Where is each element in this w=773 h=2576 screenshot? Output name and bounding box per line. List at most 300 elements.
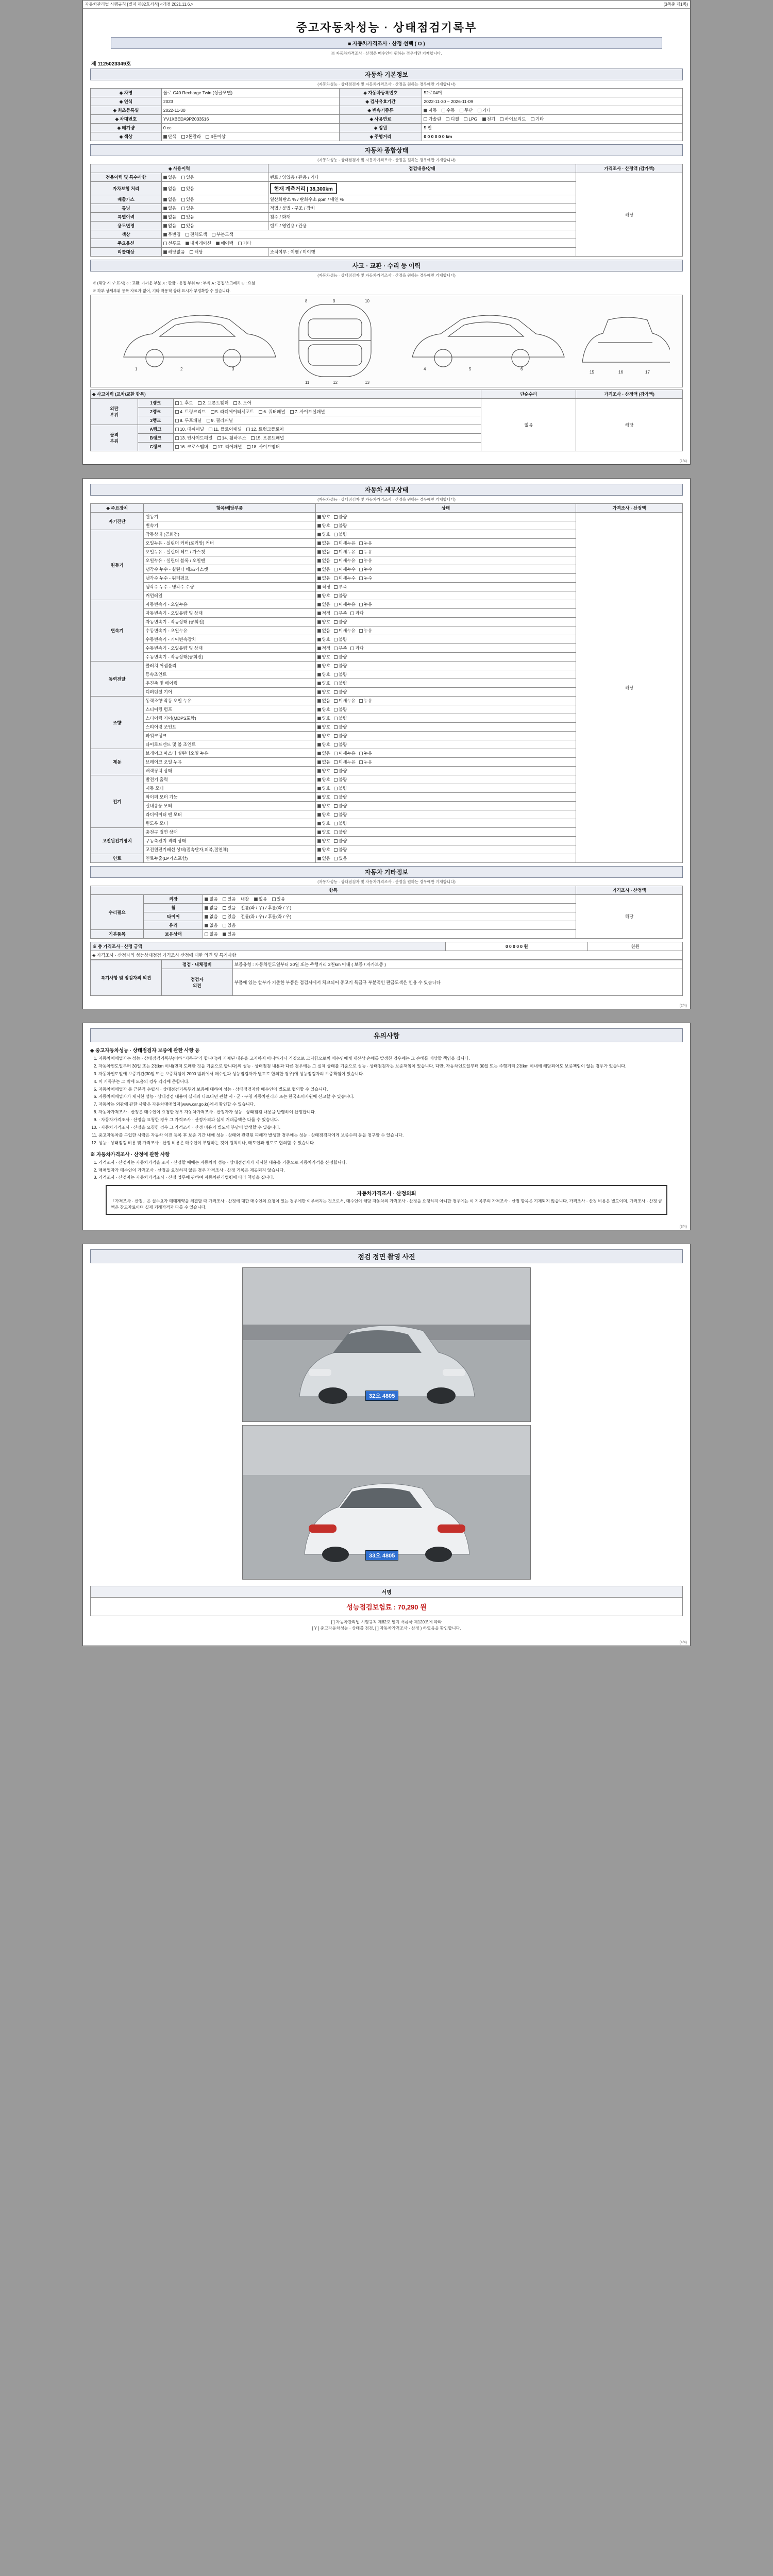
detail-item-label: 발전기 출력 — [144, 775, 315, 784]
basic-label-1: ◈ 연식 — [91, 97, 162, 106]
detail-opt-양호[interactable]: 양호 — [317, 619, 330, 625]
option-sunroof[interactable]: 선루프 — [163, 240, 181, 246]
parts-rank-2: 2랭크 — [138, 408, 173, 416]
detail-opt-미세누유[interactable]: 미세누유 — [334, 628, 356, 634]
svg-text:6: 6 — [520, 367, 523, 371]
form-legal-ref: 자동차관리법 시행규칙 [별지 제82호서식] <개정 2021.11.6.> — [85, 2, 194, 7]
detail-opt-양호[interactable]: 양호 — [317, 680, 330, 686]
opinion-warranty-note: 보증유형 : 자동차인도일부터 30일 또는 주행거리 2천km 이내 ( 보증 / 자가보증 ) — [232, 960, 682, 969]
front-photo[interactable] — [242, 1267, 531, 1422]
detail-opt-양호[interactable]: 양호 — [317, 733, 330, 739]
detail-col-1: 항목/해당부품 — [144, 504, 315, 513]
detail-opt-미세누수[interactable]: 미세누수 — [334, 575, 356, 581]
detail-opt-미세누유[interactable]: 미세누유 — [334, 601, 356, 607]
detail-opt-과다[interactable]: 과다 — [350, 645, 363, 651]
table-row — [91, 115, 683, 124]
opt-yes-5[interactable]: 있음 — [181, 223, 194, 229]
detail-opt-누유[interactable]: 누유 — [359, 759, 372, 765]
detail-opt-불량[interactable]: 불량 — [334, 514, 347, 520]
detail-opt-양호[interactable]: 양호 — [317, 514, 330, 520]
detail-item-label: 타이로드엔드 및 볼 조인트 — [144, 740, 315, 749]
callout-text: 「가격조사 · 산정」은 실수요가 매매계약을 체결할 때 가격조사 · 산정에 대한 매수인의 요청이 있는 경우에만 이루어지는 것으로서, 매수인이 해당 자동차의 가격조사 · 산정을 요청하지 아니한 경우에는 이 기록부의 가격조사 · 산정 항목은 기재되지 않습니다. 가격조사 · 산정 비용은 별도이며, 가격조사 · 산정 금액은 참고자료이며 실제 거래가격과 다를 수 있습니다. — [111, 1199, 662, 1210]
detail-item-options — [315, 539, 576, 548]
overall-key-2: 배출가스 — [91, 195, 162, 204]
page-3 — [82, 1023, 691, 1230]
notice-item: 8. 자동차가격조사 · 산정은 매수인이 요청한 경우 자동차가격조사 · 산정자가 성능 · 상태점검 내용을 반영하여 산정합니다. — [98, 1109, 683, 1115]
color-opt-1[interactable]: 2톤칼라 — [181, 133, 201, 140]
detail-opt-미세누유[interactable]: 미세누유 — [334, 750, 356, 756]
overall-opts-0 — [161, 173, 268, 182]
etc-key-3: 유리 — [144, 921, 203, 930]
svg-text:12: 12 — [333, 380, 338, 385]
section-note-etc: (자동차성능 · 상태점검자 및 자동차가격조사 · 산정을 원하는 경우에만 기재합니다) — [317, 879, 456, 884]
detail-opt-불량[interactable]: 불량 — [334, 654, 347, 660]
notice-item: 10. · 자동차가격조사 · 산정을 요청한 경우 그 가격조사 · 산정 비용의 별도의 부담이 발생할 수 있습니다. — [98, 1125, 683, 1131]
detail-right-value: 해당 — [576, 513, 683, 863]
signature-label: 서명 — [91, 1586, 682, 1598]
part-2[interactable]: 2. 프론트휀더 — [198, 400, 229, 406]
fuel-opt-0[interactable]: 가솔린 — [424, 116, 441, 122]
notice-heading-2: ※ 자동차가격조사 · 산정에 관한 사항 — [90, 1151, 170, 1158]
table-row — [91, 106, 683, 115]
detail-opt-불량[interactable]: 불량 — [334, 619, 347, 625]
etc-ext-none[interactable]: 없음 — [205, 896, 217, 902]
accident-right-head: 가격조사 · 산정액 (감가액) — [576, 390, 683, 399]
detail-opt-없음[interactable]: 없음 — [317, 557, 330, 564]
notice-item: 3. 자동차인도일에 보증기간(30일 또는 보증책임이 2000 범위에서 매수인과 성능점검자가 별도로 합의한 경우)에 성능점검자의 보증책임이 있습니다. — [98, 1071, 683, 1077]
notice-item: 6. 자동차매매업자가 제시한 성능 · 상태점검 내용이 실제와 다르다면 관할 시 · 군 · 구청 자동차관리과 또는 한국소비자원에 신고할 수 있습니다. — [98, 1094, 683, 1100]
detail-item-label: 변속기 — [144, 521, 315, 530]
detail-item-label: 스티어링 펌프 — [144, 705, 315, 714]
fuel-opt-5[interactable]: 기타 — [531, 116, 544, 122]
detail-item-label: 윈도우 모터 — [144, 819, 315, 828]
detail-opt-양호[interactable]: 양호 — [317, 706, 330, 713]
part-7[interactable]: 7. 사이드실패널 — [290, 409, 325, 415]
detail-opt-불량[interactable]: 불량 — [334, 846, 347, 853]
part-11[interactable]: 11. 플로어패널 — [209, 426, 242, 432]
basic-yes[interactable]: 있음 — [223, 931, 236, 937]
detail-opt-없음[interactable]: 없음 — [317, 698, 330, 704]
detail-item-label: 추진축 및 베어링 — [144, 679, 315, 688]
detail-item-label: 브레이크 마스터 실린더오일 누유 — [144, 749, 315, 758]
detail-opt-양호[interactable]: 양호 — [317, 592, 330, 599]
price-survey-callout — [106, 1185, 667, 1214]
color-opt-0[interactable]: 단색 — [163, 133, 176, 140]
trans-opt-2[interactable]: 무단 — [460, 107, 473, 113]
fuel-opt-4[interactable]: 하이브리드 — [500, 116, 526, 122]
svg-text:13: 13 — [365, 380, 369, 385]
vehicle-damage-diagram[interactable] — [90, 295, 683, 387]
table-row — [91, 399, 683, 408]
overall-detail-0: 렌트 / 영업용 / 관용 / 기타 — [268, 173, 576, 182]
detail-item-label: 스티어링 조인트 — [144, 723, 315, 732]
fuel-opt-2[interactable]: LPG — [464, 116, 477, 122]
overall-key-3: 튜닝 — [91, 204, 162, 213]
detail-item-label: 충전구 절연 상태 — [144, 828, 315, 837]
detail-item-options — [315, 635, 576, 644]
total-label: ※ 총 가격조사 · 산정 금액 — [91, 942, 446, 951]
detail-opt-미세누유[interactable]: 미세누유 — [334, 549, 356, 555]
detail-item-options — [315, 600, 576, 609]
table-row — [91, 173, 683, 182]
detail-opt-양호[interactable]: 양호 — [317, 715, 330, 721]
opt-none-0[interactable]: 없음 — [163, 174, 176, 180]
detail-opt-부족[interactable]: 부족 — [334, 584, 347, 590]
wheel-yes[interactable]: 있음 — [223, 905, 236, 911]
basic-label-4: ◈ 배기량 — [91, 124, 162, 132]
detail-item-label: 등속조인트 — [144, 670, 315, 679]
overall-detail-4: 침수 / 화재 — [268, 213, 576, 222]
part-9[interactable]: 9. 필러패널 — [207, 417, 233, 423]
opt-yes-0[interactable]: 있음 — [181, 174, 194, 180]
notice-item: 4. 이 기록부는 그 밖에 도움의 경우 각각에 준합니다. — [98, 1079, 683, 1085]
callout-title: 자동차가격조사 · 산정의뢰 — [357, 1191, 416, 1197]
detail-opt-없음[interactable]: 없음 — [317, 549, 330, 555]
footer-note — [90, 1616, 683, 1633]
etc-group-repair: 수리필요 — [91, 895, 144, 930]
detail-table-body — [91, 513, 683, 863]
frame-rank-c: C랭크 — [138, 443, 173, 451]
detail-opt-불량[interactable]: 불량 — [334, 663, 347, 669]
detail-item-label: 자동변속기 - 작동상태 (공회전) — [144, 618, 315, 626]
detail-opt-불량[interactable]: 불량 — [334, 803, 347, 809]
part-8[interactable]: 8. 루프패널 — [175, 417, 201, 423]
detail-opt-과다[interactable]: 과다 — [350, 610, 363, 616]
detail-opt-불량[interactable]: 불량 — [334, 724, 347, 730]
basic-value-1: 2023 — [161, 97, 339, 106]
notice-item: 11. 중고자동차를 구입한 사람은 자동차 이전 등록 후 보증 기간 내에 성능 · 상태와 관련된 피해가 발생한 경우에는 성능 · 상태점검자에게 보증수리 등을 청구할 수 있습니다. — [98, 1132, 683, 1139]
part-13[interactable]: 13. 인사이드패널 — [175, 435, 212, 441]
option-etc[interactable]: 기타 — [238, 240, 251, 246]
detail-opt-적정[interactable]: 적정 — [317, 645, 330, 651]
detail-opt-불량[interactable]: 불량 — [334, 531, 347, 537]
opt-yes-2[interactable]: 있음 — [181, 196, 194, 202]
detail-group-전기: 전기 — [91, 775, 144, 828]
detail-item-options — [315, 583, 576, 591]
inspection-fee: 성능점검보험료 : 70,290 원 — [346, 1603, 427, 1611]
opt-none-4[interactable]: 없음 — [163, 214, 176, 220]
detail-opt-양호[interactable]: 양호 — [317, 776, 330, 783]
detail-opt-불량[interactable]: 불량 — [334, 671, 347, 677]
detail-opt-양호[interactable]: 양호 — [317, 636, 330, 642]
detail-opt-누유[interactable]: 누유 — [359, 540, 372, 546]
opt-none-2[interactable]: 없음 — [163, 196, 176, 202]
svg-text:5: 5 — [469, 367, 472, 371]
detail-opt-없음[interactable]: 없음 — [317, 540, 330, 546]
car-diagram-svg — [103, 295, 670, 386]
detail-opt-없음[interactable]: 없음 — [317, 750, 330, 756]
detail-opt-양호[interactable]: 양호 — [317, 531, 330, 537]
detail-item-options — [315, 732, 576, 740]
table-row — [91, 942, 683, 951]
detail-item-label: 수동변속기 - 기어변속장치 — [144, 635, 315, 644]
detail-group-제동: 제동 — [91, 749, 144, 775]
notice-item: 12. 성능 · 상태점검 비용 및 가격조사 · 산정 비용은 매수인이 부담하는 것이 원칙이나, 매도인과 별도로 협의할 수 있습니다. — [98, 1140, 683, 1146]
tire-yes[interactable]: 있음 — [223, 913, 236, 920]
detail-opt-없음[interactable]: 없음 — [317, 566, 330, 572]
detail-opt-양호[interactable]: 양호 — [317, 663, 330, 669]
part-5[interactable]: 5. 라디에이터서포트 — [211, 409, 254, 415]
etc-opts-0 — [203, 895, 576, 904]
detail-opt-양호[interactable]: 양호 — [317, 829, 330, 835]
detail-item-options — [315, 644, 576, 653]
part-3[interactable]: 3. 도어 — [233, 400, 251, 406]
detail-opt-양호[interactable]: 양호 — [317, 803, 330, 809]
part-14[interactable]: 14. 휠하우스 — [217, 435, 246, 441]
detail-opt-누유[interactable]: 누유 — [359, 601, 372, 607]
detail-item-label: 구동축전지 격리 상태 — [144, 837, 315, 845]
detail-opt-누유[interactable]: 누유 — [359, 628, 372, 634]
basic-none[interactable]: 없음 — [205, 931, 217, 937]
recall-yes[interactable]: 해당 — [190, 249, 203, 255]
opt-yes-1[interactable]: 있음 — [181, 185, 194, 192]
part-4[interactable]: 4. 트렁크리드 — [175, 409, 206, 415]
detail-item-label: 냉각수 누수 - 실린더 헤드/가스켓 — [144, 565, 315, 574]
detail-opt-불량[interactable]: 불량 — [334, 680, 347, 686]
detail-item-label: 동력조향 작동 오일 누유 — [144, 697, 315, 705]
page-2 — [82, 478, 691, 1009]
detail-opt-양호[interactable]: 양호 — [317, 820, 330, 826]
detail-item-options — [315, 758, 576, 767]
detail-opt-양호[interactable]: 양호 — [317, 811, 330, 818]
frame-rank-b: B랭크 — [138, 434, 173, 443]
detail-opt-불량[interactable]: 불량 — [334, 636, 347, 642]
detail-opt-부족[interactable]: 부족 — [334, 610, 347, 616]
detail-opt-없음[interactable]: 없음 — [317, 628, 330, 634]
part-1[interactable]: 1. 후드 — [175, 400, 193, 406]
detail-opt-불량[interactable]: 불량 — [334, 733, 347, 739]
table-row — [91, 895, 683, 904]
overall-detail-5: 렌트 / 영업용 / 관용 — [268, 222, 576, 230]
detail-opt-불량[interactable]: 불량 — [334, 522, 347, 529]
part-10[interactable]: 10. 대쉬패널 — [175, 426, 204, 432]
wheel-none[interactable]: 없음 — [205, 905, 217, 911]
registration-number: 제 1125023349호 — [91, 61, 131, 67]
detail-item-label: 클러치 어셈블리 — [144, 662, 315, 670]
detail-opt-불량[interactable]: 불량 — [334, 592, 347, 599]
color-state-1[interactable]: 전체도색 — [186, 231, 207, 238]
section-title-basic: 자동차 기본정보 — [90, 69, 683, 80]
notice-list-2 — [98, 1160, 683, 1181]
detail-opt-적정[interactable]: 적정 — [317, 610, 330, 616]
option-navi[interactable]: 내비게이션 — [186, 240, 211, 246]
basic-value-4: 0 cc — [161, 124, 339, 132]
total-unit: 천원 — [588, 942, 683, 951]
detail-item-options — [315, 767, 576, 775]
etc-int-yes[interactable]: 있음 — [272, 896, 285, 902]
frame-rank-b-items — [173, 434, 481, 443]
tire-none[interactable]: 없음 — [205, 913, 217, 920]
opt-none-3[interactable]: 없음 — [163, 205, 176, 211]
color-opt-2[interactable]: 3톤이상 — [206, 133, 225, 140]
section-title-detail: 자동차 세부상태 — [90, 484, 683, 496]
table-row — [91, 960, 683, 969]
detail-opt-불량[interactable]: 불량 — [334, 829, 347, 835]
opt-yes-4[interactable]: 있음 — [181, 214, 194, 220]
detail-opt-미세누수[interactable]: 미세누수 — [334, 566, 356, 572]
detail-opt-불량[interactable]: 불량 — [334, 776, 347, 783]
detail-opt-양호[interactable]: 양호 — [317, 671, 330, 677]
trans-opt-3[interactable]: 기타 — [478, 107, 491, 113]
detail-opt-미세누유[interactable]: 미세누유 — [334, 557, 356, 564]
detail-item-options — [315, 793, 576, 802]
detail-item-label: 고전원전기배선 상태(접속단자,피복,절연체) — [144, 845, 315, 854]
detail-opt-있음[interactable]: 있음 — [334, 855, 347, 861]
frame-rank-a-items — [173, 425, 481, 434]
notice-item: 1. 자동차매매업자는 성능 · 상태점검기록부(이하 "기록부"라 합니다)에 기재된 내용을 고지하지 아니하거나 거짓으로 고지함으로써 매수인에게 재산상 손해를 발생한 경우에는 그 손해를 배상할 책임을 집니다. — [98, 1056, 683, 1062]
table-row — [91, 390, 683, 399]
vin-value: YV1XBEDA9P2033516 — [161, 115, 339, 124]
detail-opt-없음[interactable]: 없음 — [317, 601, 330, 607]
page-4-footer: (4/4) — [679, 1640, 687, 1645]
detail-opt-양호[interactable]: 양호 — [317, 785, 330, 791]
detail-opt-누수[interactable]: 누수 — [359, 566, 372, 572]
detail-opt-누유[interactable]: 누유 — [359, 557, 372, 564]
color-state-2[interactable]: 부분도색 — [212, 231, 233, 238]
detail-opt-불량[interactable]: 불량 — [334, 820, 347, 826]
overall-opinion: 해당 — [576, 173, 683, 257]
part-16[interactable]: 16. 크로스멤버 — [175, 444, 208, 450]
opt-none-1[interactable]: 없음 — [163, 185, 176, 192]
detail-opt-없음[interactable]: 없음 — [317, 759, 330, 765]
detail-item-options — [315, 845, 576, 854]
detail-opt-양호[interactable]: 양호 — [317, 724, 330, 730]
option-airbag[interactable]: 에어백 — [216, 240, 233, 246]
overall-key-7: 주요옵션 — [91, 239, 162, 248]
detail-opt-양호[interactable]: 양호 — [317, 846, 330, 853]
part-18[interactable]: 18. 사이드멤버 — [247, 444, 280, 450]
doc-subtitle-note: ※ 자동차가격조사 · 산정은 매수인이 원하는 경우에만 기재합니다. — [331, 51, 442, 56]
detail-opt-미세누유[interactable]: 미세누유 — [334, 698, 356, 704]
notice-list-1 — [98, 1056, 683, 1146]
overall-col-3: 가격조사 · 산정액 (감가액) — [576, 164, 683, 173]
part-17[interactable]: 17. 리어패널 — [213, 444, 242, 450]
detail-item-options — [315, 548, 576, 556]
detail-item-options — [315, 784, 576, 793]
detail-group-고전원전기장치: 고전원전기장치 — [91, 828, 144, 854]
page-2-footer: (2/4) — [679, 1004, 687, 1008]
detail-opt-불량[interactable]: 불량 — [334, 715, 347, 721]
detail-item-label: 냉각수 누수 - 냉각수 수량 — [144, 583, 315, 591]
etc-opts-3 — [203, 921, 576, 930]
detail-opt-불량[interactable]: 불량 — [334, 811, 347, 818]
part-12[interactable]: 12. 트렁크플로어 — [246, 426, 283, 432]
detail-state-table — [90, 503, 683, 863]
notice-heading-1: ◈ 중고자동차성능 · 상태점검자 보증에 관한 사항 등 — [90, 1048, 200, 1054]
section-title-overall: 자동차 종합상태 — [90, 144, 683, 156]
detail-item-options — [315, 618, 576, 626]
detail-item-options — [315, 609, 576, 618]
part-15[interactable]: 15. 프론트패널 — [251, 435, 284, 441]
detail-opt-불량[interactable]: 불량 — [334, 838, 347, 844]
glass-yes[interactable]: 있음 — [223, 922, 236, 928]
opt-none-5[interactable]: 없음 — [163, 223, 176, 229]
etc-int-none[interactable]: 없음 — [254, 896, 267, 902]
detail-opt-부족[interactable]: 부족 — [334, 645, 347, 651]
detail-opt-불량[interactable]: 불량 — [334, 785, 347, 791]
detail-opt-누유[interactable]: 누유 — [359, 750, 372, 756]
recall-none[interactable]: 해당없음 — [163, 249, 185, 255]
detail-opt-양호[interactable]: 양호 — [317, 522, 330, 529]
fuel-opt-3[interactable]: 전기 — [482, 116, 495, 122]
table-row — [91, 124, 683, 132]
detail-opt-불량[interactable]: 불량 — [334, 768, 347, 774]
detail-item-label: 브레이크 오일 누유 — [144, 758, 315, 767]
opt-yes-3[interactable]: 있음 — [181, 205, 194, 211]
detail-item-options — [315, 828, 576, 837]
detail-group-연료: 연료 — [91, 854, 144, 863]
detail-group-변속기: 변속기 — [91, 600, 144, 662]
detail-item-options — [315, 740, 576, 749]
overall-key-8: 리콜대상 — [91, 248, 162, 257]
glass-none[interactable]: 없음 — [205, 922, 217, 928]
etc-opts-2 — [203, 912, 576, 921]
detail-group-자기진단: 자기진단 — [91, 513, 144, 530]
detail-item-label: 오일누유 - 실린더 커버(로커암) 커버 — [144, 539, 315, 548]
section-note-overall: (자동차성능 · 상태점검자 및 자동차가격조사 · 산정을 원하는 경우에만 기재합니다) — [317, 158, 456, 162]
detail-opt-양호[interactable]: 양호 — [317, 741, 330, 748]
etc-ext-yes[interactable]: 있음 — [223, 896, 236, 902]
detail-opt-누수[interactable]: 누수 — [359, 575, 372, 581]
part-6[interactable]: 6. 쿼터패널 — [259, 409, 285, 415]
detail-item-options — [315, 591, 576, 600]
detail-opt-없음[interactable]: 없음 — [317, 855, 330, 861]
overall-key-6: 색상 — [91, 230, 162, 239]
rear-photo[interactable] — [242, 1425, 531, 1580]
detail-item-options — [315, 670, 576, 679]
detail-opt-불량[interactable]: 불량 — [334, 794, 347, 800]
detail-col-2: 상태 — [315, 504, 576, 513]
detail-item-options — [315, 705, 576, 714]
detail-opt-미세누유[interactable]: 미세누유 — [334, 540, 356, 546]
detail-col-3: 가격조사 · 산정액 — [576, 504, 683, 513]
detail-opt-불량[interactable]: 불량 — [334, 741, 347, 748]
etc-interior-label: 내장 — [240, 896, 249, 902]
detail-opt-적정[interactable]: 적정 — [317, 584, 330, 590]
detail-opt-불량[interactable]: 불량 — [334, 689, 347, 695]
detail-opt-양호[interactable]: 양호 — [317, 794, 330, 800]
overall-key-0: 전용이력 및 특수사항 — [91, 173, 162, 182]
footer-note-2: [ Y ] 중고자동차성능 · 상태를 점검, [ ] 자동차가격조사 · 산정 ) 하였음을 확인합니다. — [312, 1625, 461, 1631]
color-state-0[interactable]: 무변경 — [163, 231, 181, 238]
fuel-opt-1[interactable]: 디젤 — [446, 116, 459, 122]
detail-item-label: 오일누유 - 실린더 블록 / 오일팬 — [144, 556, 315, 565]
detail-opt-양호[interactable]: 양호 — [317, 768, 330, 774]
page-title: 중고자동차성능 · 상태점검기록부 — [296, 21, 477, 34]
color-options — [161, 132, 339, 141]
detail-opt-불량[interactable]: 불량 — [334, 706, 347, 713]
detail-opt-양호[interactable]: 양호 — [317, 654, 330, 660]
detail-opt-미세누유[interactable]: 미세누유 — [334, 759, 356, 765]
detail-item-label: 작동상태 (공회전) — [144, 530, 315, 539]
overall-opts-7 — [161, 239, 576, 248]
detail-opt-양호[interactable]: 양호 — [317, 689, 330, 695]
detail-opt-없음[interactable]: 없음 — [317, 575, 330, 581]
detail-opt-누유[interactable]: 누유 — [359, 549, 372, 555]
rear-license-plate: 33오 4805 — [365, 1550, 398, 1561]
trans-opt-1[interactable]: 수동 — [442, 107, 455, 113]
trans-opt-0[interactable]: 자동 — [424, 107, 436, 113]
opinion-sub-label: 점검 · 내체정비 — [161, 960, 232, 969]
total-table — [90, 942, 683, 960]
overall-detail-2: 일산화탄소 % / 탄화수소 ppm / 매연 % — [268, 195, 576, 204]
parts-rank-3-items — [173, 416, 481, 425]
detail-opt-누유[interactable]: 누유 — [359, 698, 372, 704]
notice-item: 2. 자동차인도일부터 30일 또는 2천km 이내(먼저 도래한 것을 기준으로 합니다)의 성능 · 상태점검 내용과 다른 경우에는 그 실제 상태를 기준으로 성능 · 상태점검자는 보증책임이 있습니다. 다만, 자동차인도일부터 30일 또는 주행거리 2천km 이내에 해당되어도 보증책임이 없는 경우가 있습니다. — [98, 1063, 683, 1070]
basic-label2-1: ◈ 검사유효기간 — [339, 97, 422, 106]
basic-label2-4: ◈ 정원 — [339, 124, 422, 132]
detail-opt-양호[interactable]: 양호 — [317, 838, 330, 844]
